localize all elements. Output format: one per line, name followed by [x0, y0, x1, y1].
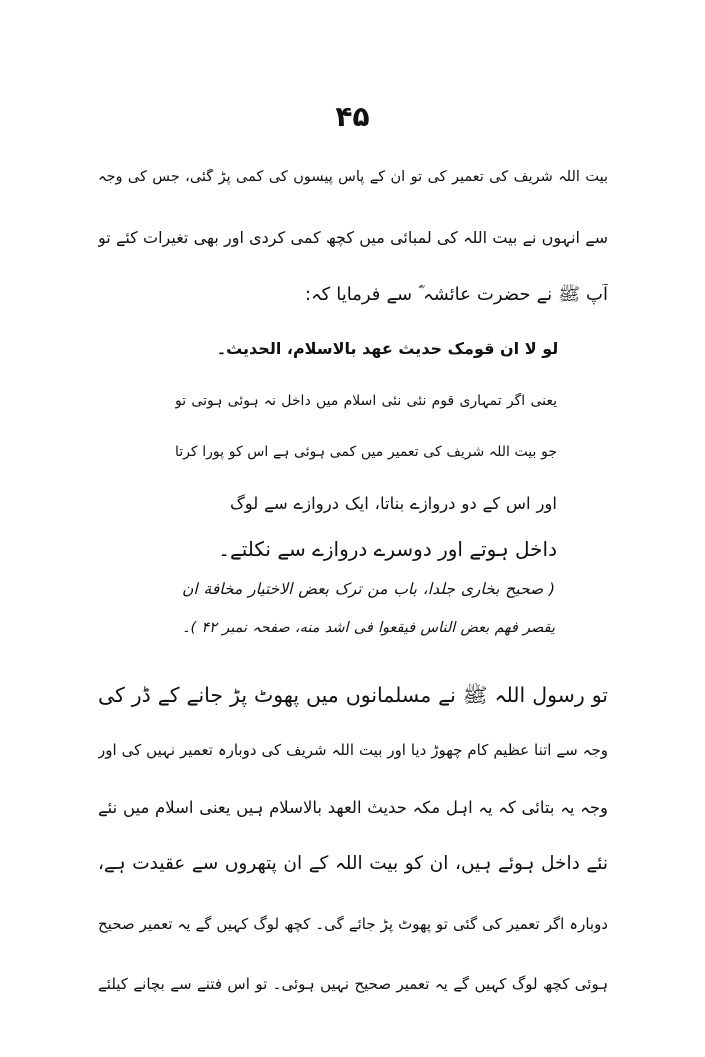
paragraph-2-line-2: وجہ سے اتنا عظیم کام چھوڑ دیا اور بیت اللہ شریف کی دوبارہ تعمیر نہیں کی اور [98, 741, 608, 759]
paragraph-2-line-3: وجہ یہ بتائی کہ یہ اہل مکہ حدیث العهد بالاسلام ہیں یعنی اسلام میں نئے [98, 798, 608, 817]
paragraph-2-line-4: نئے داخل ہوئے ہیں، ان کو بیت اللہ کے ان پتھروں سے عقیدت ہے، [98, 853, 608, 874]
quote-line-2: جو بیت اللہ شریف کی تعمیر میں کمی ہوئی ہے اس کو پورا کرتا [175, 444, 557, 460]
paragraph-2-line-6: ہوئی کچھ لوگ کہیں گے یہ تعمیر صحیح نہیں ہوئی۔ تو اس فتنے سے بچانے کیلئے [98, 975, 608, 993]
paragraph-2-line-5: دوبارہ اگر تعمیر کی گئی تو پھوٹ پڑ جائے گی۔ کچھ لوگ کہیں گے یہ تعمیر صحیح [98, 915, 608, 933]
hadith-heading: لو لا ان قومک حدیث عهد بالاسلام، الحدیث۔ [216, 339, 559, 358]
quote-line-1: یعنی اگر تمہاری قوم نئی نئی اسلام میں داخل نہ ہوئی ہوتی تو [175, 393, 557, 409]
page-number: ۴۵ [335, 100, 370, 133]
paragraph-1-line-1: بیت اللہ شریف کی تعمیر کی تو ان کے پاس پیسوں کی کمی پڑ گئی، جس کی وجہ [98, 169, 608, 185]
reference-line-1: ( صحیح بخاری جلدا، باب من ترک بعض الاختیار مخافة ان [182, 580, 555, 598]
reference-line-2: یقصر فهم بعض الناس فیقعوا فی اشد منه، صفحہ نمبر ۴۲ )۔ [182, 620, 555, 636]
paragraph-1-line-2: سے انہوں نے بیت اللہ کی لمبائی میں کچھ کمی کردی اور بھی تغیرات کئے تو [98, 228, 608, 247]
quote-line-4: داخل ہوتے اور دوسرے دروازے سے نکلتے۔ [218, 537, 557, 561]
paragraph-1-line-3: آپ ﷺ نے حضرت عائشہ ؓ سے فرمایا کہ: [305, 284, 608, 305]
paragraph-2-line-1: تو رسول اللہ ﷺ نے مسلمانوں میں پھوٹ پڑ جانے کے ڈر کی [98, 683, 608, 707]
quote-line-3: اور اس کے دو دروازے بناتا، ایک دروازے سے لوگ [230, 494, 557, 513]
